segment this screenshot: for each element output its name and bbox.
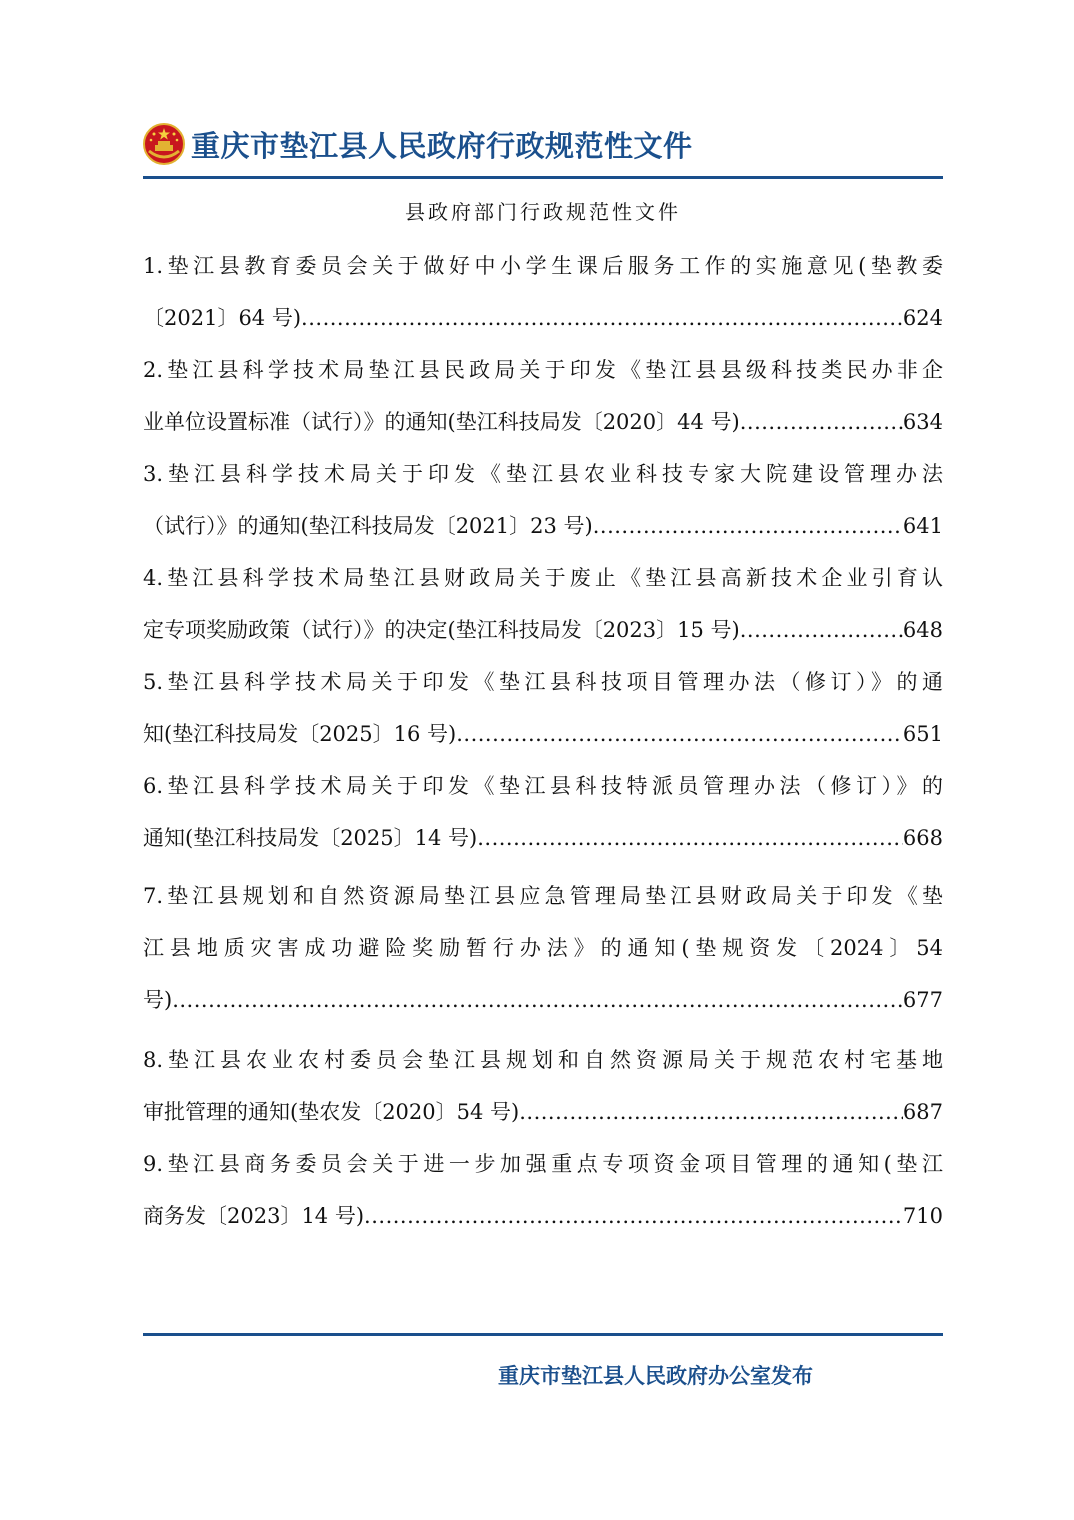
toc-entry-line: [143, 1086, 943, 1138]
toc-entry[interactable]: [143, 552, 943, 656]
toc-entry-text: （试行）》的通知(垫江科技局发〔2021〕23 号): [143, 514, 593, 538]
table-of-contents: [143, 240, 943, 1242]
toc-entry[interactable]: [143, 656, 943, 760]
toc-entry-line: 8.垫江县农业农村委员会垫江县规划和自然资源局关于规范农村宅基地: [143, 1048, 943, 1072]
toc-entry-line: [143, 708, 943, 760]
toc-entry-line: 江县地质灾害成功避险奖励暂行办法》的通知(垫规资发〔2024〕54: [143, 936, 943, 960]
dot-leader: [519, 1086, 903, 1138]
toc-entry-line: 3.垫江县科学技术局关于印发《垫江县农业科技专家大院建设管理办法: [143, 462, 943, 486]
toc-page-number: 648: [902, 618, 943, 642]
toc-entry-text: 通知(垫江科技局发〔2025〕14 号): [143, 826, 478, 850]
national-emblem-icon: [143, 123, 185, 165]
toc-page-number: 668: [902, 826, 943, 850]
toc-entry-line: [143, 812, 943, 864]
toc-entry-line: [143, 500, 943, 552]
toc-entry-line: [143, 1190, 943, 1242]
toc-page-number: 641: [902, 514, 943, 538]
toc-entry[interactable]: [143, 448, 943, 552]
toc-entry[interactable]: [143, 344, 943, 448]
publisher-footer: 重庆市垫江县人民政府办公室发布: [498, 1364, 813, 1388]
dot-leader: [593, 500, 903, 552]
toc-entry-line: [143, 292, 943, 344]
toc-page-number: 624: [902, 306, 943, 330]
toc-entry-line: [143, 604, 943, 656]
toc-entry-line: 9.垫江县商务委员会关于进一步加强重点专项资金项目管理的通知(垫江: [143, 1152, 943, 1176]
toc-entry-line: 7.垫江县规划和自然资源局垫江县应急管理局垫江县财政局关于印发《垫: [143, 884, 943, 908]
dot-leader: [740, 396, 903, 448]
header-divider: [143, 176, 943, 179]
toc-entry[interactable]: [143, 240, 943, 344]
toc-page-number: 651: [902, 722, 943, 746]
toc-entry[interactable]: [143, 870, 943, 1026]
dot-leader: [172, 974, 903, 1026]
toc-entry-line: 2.垫江县科学技术局垫江县民政局关于印发《垫江县县级科技类民办非企: [143, 358, 943, 382]
toc-page-number: 687: [902, 1100, 943, 1124]
toc-entry-line: [143, 974, 943, 1026]
toc-page-number: 677: [902, 988, 943, 1012]
toc-entry[interactable]: [143, 760, 943, 864]
toc-entry-line: 5.垫江县科学技术局关于印发《垫江县科技项目管理办法（修订）》的通: [143, 670, 943, 694]
toc-entry-text: 〔2021〕64 号): [143, 306, 302, 330]
dot-leader: [456, 708, 903, 760]
toc-page-number: 634: [902, 410, 943, 434]
toc-entry-text: 业单位设置标准（试行）》的通知(垫江科技局发〔2020〕44 号): [143, 410, 740, 434]
document-header: [143, 118, 943, 170]
toc-entry-text: 定专项奖励政策（试行）》的决定(垫江科技局发〔2023〕15 号): [143, 618, 740, 642]
document-header-title: 重庆市垫江县人民政府行政规范性文件: [191, 128, 693, 163]
dot-leader: [740, 604, 903, 656]
toc-entry-line: [143, 396, 943, 448]
dot-leader: [364, 1190, 903, 1242]
section-title: 县政府部门行政规范性文件: [405, 200, 681, 224]
toc-entry-text: 号): [143, 988, 173, 1012]
toc-entry-line: 6.垫江县科学技术局关于印发《垫江县科技特派员管理办法（修订）》的: [143, 774, 943, 798]
toc-entry-text: 审批管理的通知(垫农发〔2020〕54 号): [143, 1100, 520, 1124]
toc-entry[interactable]: [143, 1034, 943, 1138]
toc-entry-line: 1.垫江县教育委员会关于做好中小学生课后服务工作的实施意见(垫教委: [143, 254, 943, 278]
footer-divider: [143, 1333, 943, 1336]
dot-leader: [301, 292, 903, 344]
dot-leader: [477, 812, 903, 864]
toc-entry-text: 知(垫江科技局发〔2025〕16 号): [143, 722, 457, 746]
toc-page-number: 710: [902, 1204, 943, 1228]
toc-entry-text: 商务发〔2023〕14 号): [143, 1204, 365, 1228]
toc-entry[interactable]: [143, 1138, 943, 1242]
toc-entry-line: 4.垫江县科学技术局垫江县财政局关于废止《垫江县高新技术企业引育认: [143, 566, 943, 590]
